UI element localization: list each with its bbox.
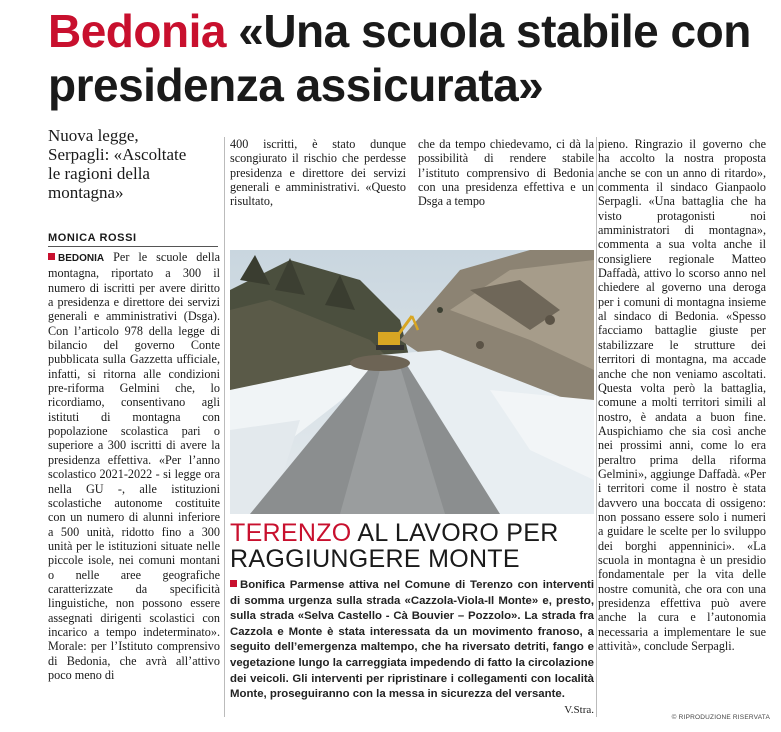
box-text: [230, 578, 594, 718]
landslide-road-photo: [230, 250, 594, 514]
box-signature: V.Stra.: [564, 703, 594, 716]
box-body: Bonifica Parmense attiva nel Comune di Terenzo con interventi di somma urgenza sulla strada «Cazzola-Viola-Il Monte» e, presto, sulla strada «Selva Castello - Cà Bouvier – Pozzolo». La strada fra Cazzola e Monte è stata interessata da un movimento franoso, a seguito dell’emergenza maltempo, che ha riversato detriti, fango e vegetazione lungo la carreggiata impedendo di fatto la circolazione dei veicoli. Gli interventi per ripristinare i collegamenti con località Monte, proseguiranno con la messa in sicurezza del versante.: [230, 579, 594, 701]
photo-illustration: [230, 250, 594, 514]
subheadline: Nuova legge, Serpagli: «Ascoltate le ragioni della montagna»: [48, 126, 187, 202]
column-1-text: Per le scuole della montagna, riportato a 300 il numero di iscritti per avere diritto a presidenza e direttore dei servizi generali e amministrativi (Dsga). Con l’articolo 978 della legge di bilancio del governo Conte pubblicata sulla Gazzetta ufficiale, infatti, si ritorna alle condizioni pre-riforma Gelmini che, lo ricordiamo, consentivano agli istituti di montagna con popolazione scolastica pari o superiore a 300 iscritti di avere la presidenza effettiva. «Per l’anno scolastico 2021-2022 - si legge ora nella GU -, alle istituzioni scolastiche autonome costituite con un numero di alunni inferiore a 500 unità, ridotto fino a 300 unità per le istituzioni situate nelle piccole isole, nei comuni montani o nelle aree geografiche caratterizzate da specificità linguistiche, non possono essere assegnati dirigenti scolastici con incarico a tempo indeterminato». Morale: per l’Istituto comprensivo di Bedonia, che avrà all’attivo poco meno di: [48, 250, 220, 682]
box-square-icon: [230, 580, 237, 587]
article-column-2: 400 iscritti, è stato dunque scongiurato il rischio che perdesse presidenza e direttore dei servizi generali e amministrativi. «Questo risultato,: [230, 137, 406, 209]
article-column-4: pieno. Ringrazio il governo che ha accolto la nostra proposta anche se con un anno di ritardo», commenta il sindaco Gianpaolo Serpagli. «Una battaglia che ha visto protagonisti noi amministratori di montagna», commenta a sua volta anche il consigliere regionale Matteo Daffadà, attivo lo scorso anno nel chiedere al governo una deroga per i comuni di montagna insieme al sindaco di Bedonia. «Spesso facciamo battaglie giuste per stabilizzare le strutture dei territori di montagna, ma accade anche che non veniamo ascoltati. Questa volta però la battaglia, comune a molti territori simili al nostro, è andata a buon fine. Auspichiamo che sia così anche nei prossimi anni, come lo era peraltro prima della riforma Gelmini», aggiunge Daffadà. «Per i territori come il nostro è stata davvero una boccata di ossigeno: non possano essere solo i numeri a guidare le scelte per lo sviluppo dei borghi appenninici». «La scuola in montagna è un presidio fondamentale per la vita delle nostre comunità, che ora con una presidenza effettiva può avere anche la cura e l’autonomia necessaria a implementare le sue attività», conclude Serpagli.: [598, 137, 766, 654]
headline: [48, 4, 768, 112]
reproduction-notice: © RIPRODUZIONE RISERVATA: [671, 714, 770, 721]
headline-quote: «Una scuola stabile con presidenza assicurata»: [48, 5, 751, 111]
column-divider: [224, 137, 225, 717]
box-headline-rest: AL LAVORO PER RAGGIUNGERE MONTE: [230, 519, 559, 573]
headline-place: Bedonia: [48, 5, 226, 57]
byline: MONICA ROSSI: [48, 232, 218, 247]
box-headline-place: TERENZO: [230, 519, 352, 547]
article-column-3: che da tempo chiedevamo, ci dà la possibilità di rendere stabile l’istituto comprensivo di Bedonia con una presidenza effettiva e un Dsga a tempo: [418, 137, 594, 209]
article-column-1: [48, 250, 220, 682]
dateline: BEDONIA: [58, 253, 105, 264]
box-headline: [230, 520, 594, 572]
dateline-square-icon: [48, 253, 55, 260]
column-divider: [596, 137, 597, 717]
